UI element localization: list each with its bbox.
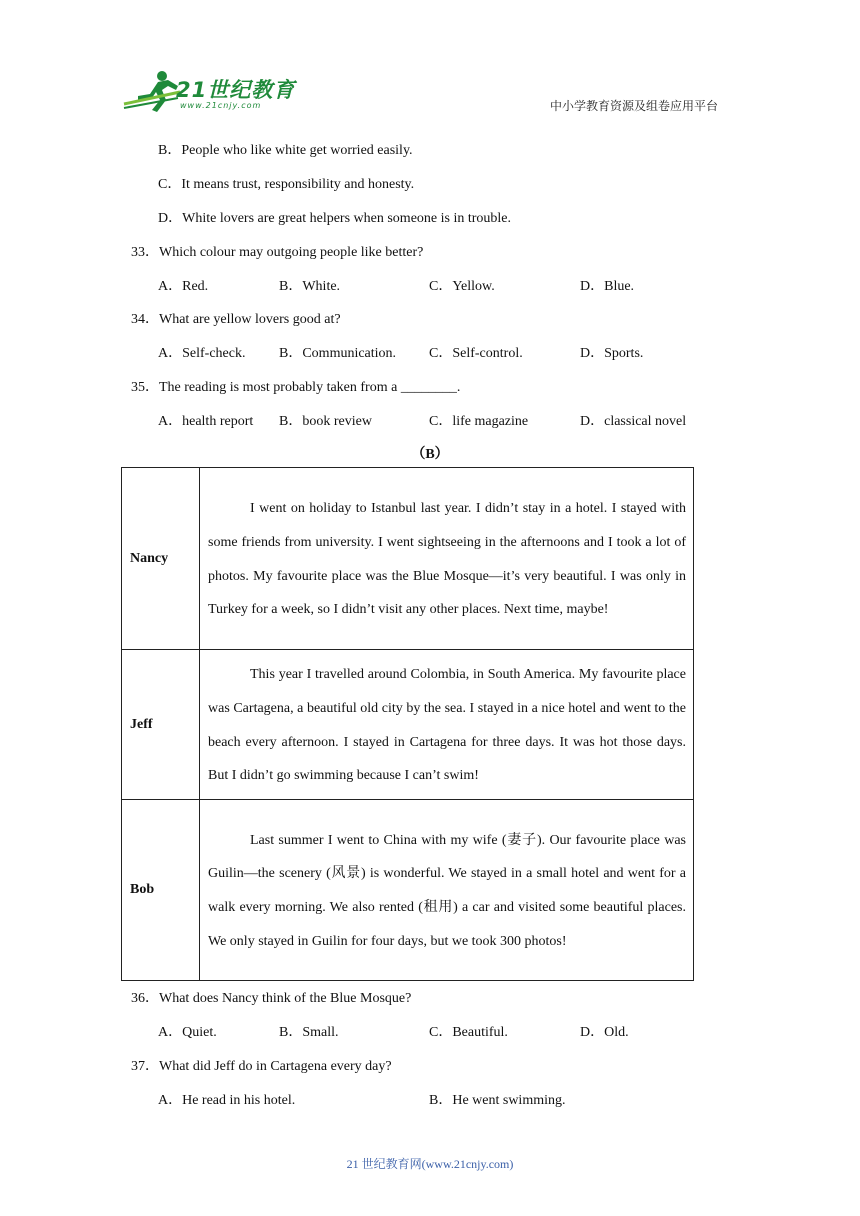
q36-option-d: D．Old. <box>580 1025 629 1040</box>
q34-question: 34．What are yellow lovers good at? <box>131 312 341 327</box>
q32-option-d: D．White lovers are great helpers when someone is in trouble. <box>158 211 512 226</box>
q37-option-b: B．He went swimming. <box>429 1093 566 1108</box>
logo-text: 21世纪教育 <box>176 78 296 102</box>
passage-text-cell: Last summer I went to China with my wife (妻子). Our favourite place was Guilin—the scenery (风景) is wonderful. We stayed in a small hotel and went for a walk every morning. We also rented (租用) a car and visited some beautiful places. We only stayed in Guilin for four days, but we took 300 photos! <box>200 800 694 981</box>
q33-option-b: B．White. <box>279 279 341 294</box>
q35-option-a: A．health report <box>158 414 254 429</box>
table-row <box>122 800 694 981</box>
passage-text-cell: I went on holiday to Istanbul last year. I didn’t stay in a hotel. I stayed with some friends from university. I went sightseeing in the afternoons and I took a lot of photos. My favourite place was the Blue Mosque—it’s very beautiful. I was only in Turkey for a week, so I didn’t visit any other places. Next time, maybe! <box>200 468 694 650</box>
q35-option-d: D．classical novel <box>580 414 687 429</box>
q34-option-b: B．Communication. <box>279 346 397 361</box>
q36-question: 36．What does Nancy think of the Blue Mosque? <box>131 991 412 1006</box>
q33-option-c: C．Yellow. <box>429 279 495 294</box>
passage-text-cell: This year I travelled around Colombia, in South America. My favourite place was Cartagena, a beautiful old city by the sea. I stayed in a nice hotel and went to the beach every afternoon. I stayed in Cartagena for three days. It was hot those days. But I didn’t go swimming because I can’t swim! <box>200 650 694 800</box>
q35-question: 35．The reading is most probably taken from a ________. <box>131 380 461 395</box>
logo-url: www.21cnjy.com <box>180 101 262 110</box>
q36-option-c: C．Beautiful. <box>429 1025 508 1040</box>
q37-question: 37．What did Jeff do in Cartagena every day? <box>131 1059 392 1074</box>
q34-option-a: A．Self-check. <box>158 346 246 361</box>
q34-option-d: D．Sports. <box>580 346 644 361</box>
q33-question: 33．Which colour may outgoing people like better? <box>131 245 424 260</box>
passage-table <box>121 467 694 981</box>
passage-name-cell: Bob <box>122 800 200 981</box>
q36-option-b: B．Small. <box>279 1025 339 1040</box>
section-heading: （B） <box>411 447 449 462</box>
q33-option-d: D．Blue. <box>580 279 635 294</box>
q32-option-b: B．People who like white get worried easily. <box>158 143 413 158</box>
table-row <box>122 650 694 800</box>
table-row <box>122 468 694 650</box>
q32-option-c: C．It means trust, responsibility and honesty. <box>158 177 415 192</box>
q37-option-a: A．He read in his hotel. <box>158 1093 296 1108</box>
passage-name-cell: Jeff <box>122 650 200 800</box>
q34-option-c: C．Self-control. <box>429 346 523 361</box>
platform-title: 中小学教育资源及组卷应用平台 <box>550 99 719 113</box>
q35-option-b: B．book review <box>279 414 372 429</box>
q35-option-c: C．life magazine <box>429 414 529 429</box>
q36-option-a: A．Quiet. <box>158 1025 217 1040</box>
page-footer: 21 世纪教育网(www.21cnjy.com) <box>346 1157 514 1171</box>
q33-option-a: A．Red. <box>158 279 209 294</box>
passage-name-cell: Nancy <box>122 468 200 650</box>
